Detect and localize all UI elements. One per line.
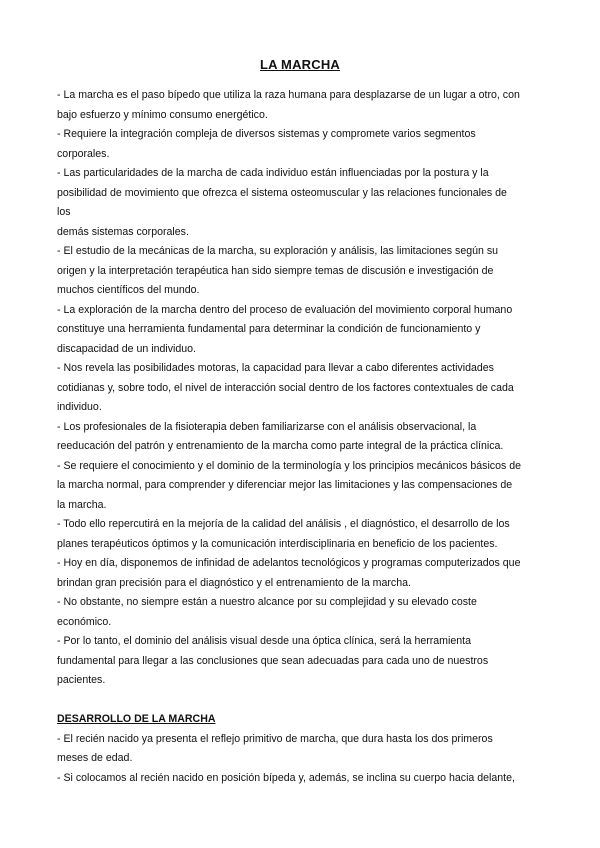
- document-body: [57, 86, 547, 788]
- text-line: posibilidad de movimiento que ofrezca el sistema osteomuscular y las relaciones funcionales de: [57, 186, 507, 199]
- text-line: bajo esfuerzo y mínimo consumo energético.: [57, 108, 268, 121]
- text-line: - Los profesionales de la fisioterapia deben familiarizarse con el análisis observacional, la: [57, 420, 477, 433]
- text-line: la marcha.: [57, 498, 107, 511]
- text-line: - El estudio de la mecánicas de la marcha, su exploración y análisis, las limitaciones según su: [57, 245, 499, 257]
- text-line: demás sistemas corporales.: [57, 225, 189, 238]
- text-line: - Todo ello repercutirá en la mejoría de la calidad del análisis , el diagnóstico, el desarrollo de los: [57, 518, 510, 530]
- text-line: constituye una herramienta fundamental para determinar la condición de funcionamiento y: [57, 323, 481, 335]
- section-heading: DESARROLLO DE LA MARCHA: [57, 713, 216, 725]
- text-line: la marcha normal, para comprender y diferenciar mejor las limitaciones y las compensaciones de: [57, 479, 513, 491]
- text-line: cotidianas y, sobre todo, el nivel de interacción social dentro de los factores contextuales de cada: [57, 381, 514, 394]
- paragraph-gap: [57, 691, 547, 711]
- text-line: fundamental para llegar a las conclusiones que sean adecuadas para cada uno de nuestros: [57, 654, 489, 667]
- text-line: reeducación del patrón y entrenamiento de la marcha como parte integral de la práctica clínica.: [57, 440, 504, 452]
- text-line: - Hoy en día, disponemos de infinidad de adelantos tecnológicos y programas computerizados que: [57, 557, 521, 569]
- text-line: - Las particularidades de la marcha de cada individuo están influenciadas por la postura y la: [57, 167, 489, 179]
- text-line: muchos científicos del mundo.: [57, 284, 200, 296]
- text-line: origen y la interpretación terapéutica han sido siempre temas de discusión e investigación de: [57, 264, 494, 277]
- text-line: meses de edad.: [57, 752, 133, 764]
- text-line: - Nos revela las posibilidades motoras, la capacidad para llevar a cabo diferentes actividades: [57, 362, 494, 374]
- text-line: los: [57, 206, 71, 218]
- text-line: - Se requiere el conocimiento y el dominio de la terminología y los principios mecánicos básicos de: [57, 459, 522, 472]
- text-line: económico.: [57, 615, 112, 628]
- text-line: brindan gran precisión para el diagnóstico y el entrenamiento de la marcha.: [57, 576, 411, 589]
- text-line: corporales.: [57, 147, 110, 160]
- text-line: individuo.: [57, 401, 102, 413]
- text-line: - Si colocamos al recién nacido en posición bípeda y, además, se inclina su cuerpo hacia delante,: [57, 771, 515, 784]
- text-line: - No obstante, no siempre están a nuestro alcance por su complejidad y su elevado coste: [57, 596, 477, 608]
- text-line: - El recién nacido ya presenta el reflejo primitivo de marcha, que dura hasta los dos primeros: [57, 732, 493, 745]
- text-line: - La marcha es el paso bípedo que utiliza la raza humana para desplazarse de un lugar a otro, con: [57, 89, 520, 101]
- text-line: discapacidad de un individuo.: [57, 342, 196, 355]
- text-line: pacientes.: [57, 674, 106, 686]
- page-title: LA MARCHA: [259, 57, 341, 72]
- text-line: planes terapéuticos óptimos y la comunicación interdisciplinaria en beneficio de los pacientes.: [57, 537, 498, 550]
- text-line: - La exploración de la marcha dentro del proceso de evaluación del movimiento corporal humano: [57, 303, 513, 316]
- text-line: - Requiere la integración compleja de diversos sistemas y compromete varios segmentos: [57, 128, 476, 140]
- text-line: - Por lo tanto, el dominio del análisis visual desde una óptica clínica, será la herramienta: [57, 635, 471, 647]
